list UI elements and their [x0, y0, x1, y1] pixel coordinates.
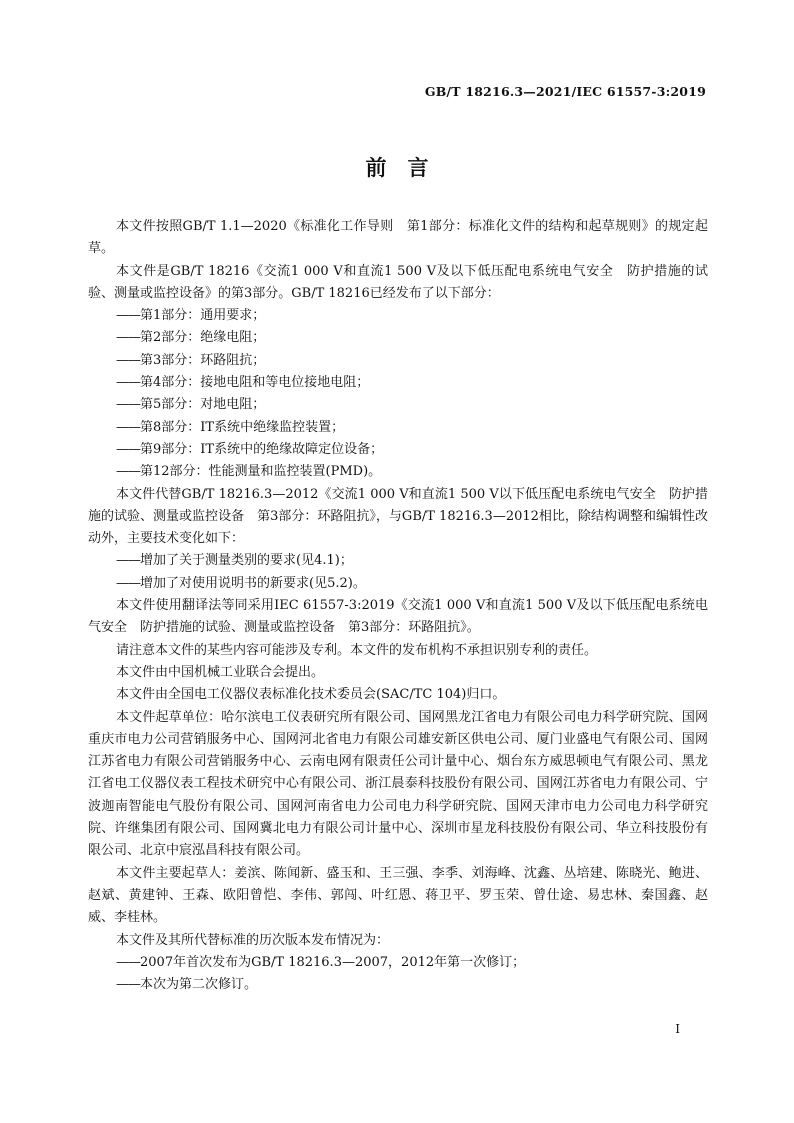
- paragraph-committee: 本文件由全国电工仪器仪表标准化技术委员会(SAC/TC 104)归口。: [116, 687, 506, 703]
- list-item: ——第1部分：通用要求；: [116, 308, 266, 324]
- list-item: ——第5部分：对地电阻；: [116, 397, 266, 413]
- paragraph-patent-notice: 请注意本文件的某些内容可能涉及专利。本文件的发布机构不承担识别专利的责任。: [116, 642, 598, 658]
- standard-number-header: GB/T 18216.3—2021/IEC 61557-3:2019: [424, 84, 706, 99]
- paragraph-proposer: 本文件由中国机械工业联合会提出。: [116, 664, 325, 680]
- history-list: [88, 952, 708, 997]
- document-body: [88, 216, 708, 996]
- list-item: ——本次为第二次修订。: [116, 977, 258, 993]
- paragraph-drafters: 本文件主要起草人：姜滨、陈闻新、盛玉和、王三强、李季、刘海峰、沈鑫、丛培建、陈晓光、鲍进、赵斌、黄建钟、王森、欧阳曾恺、李伟、郭闯、叶红恩、蒋卫平、罗玉荣、曾仕途、易忠林、秦国鑫、赵威、李桂林。: [88, 865, 708, 926]
- parts-list: [88, 305, 708, 483]
- paragraph-drafting-rules: 本文件按照GB/T 1.1—2020《标准化工作导则 第1部分：标准化文件的结构和起草规则》的规定起草。: [88, 219, 708, 257]
- paragraph-history-intro: 本文件及其所代替标准的历次版本发布情况为：: [116, 932, 390, 948]
- list-item: ——第12部分：性能测量和监控装置(PMD)。: [116, 464, 382, 480]
- list-item: ——第2部分：绝缘电阻；: [116, 330, 266, 346]
- paragraph-adoption: 本文件使用翻译法等同采用IEC 61557-3:2019《交流1 000 V和直流1 500 V及以下低压配电系统电气安全 防护措施的试验、测量或监控设备 第3部分：环路阻抗》。: [88, 598, 708, 636]
- list-item: ——2007年首次发布为GB/T 18216.3—2007，2012年第一次修订；: [116, 954, 526, 970]
- list-item: ——第4部分：接地电阻和等电位接地电阻；: [116, 375, 370, 391]
- page-number: I: [675, 1022, 680, 1036]
- list-item: ——第8部分：IT系统中绝缘监控装置；: [116, 419, 345, 435]
- list-item: ——第3部分：环路阻抗；: [116, 352, 266, 368]
- list-item: ——增加了关于测量类别的要求(见4.1)；: [116, 553, 353, 569]
- changes-list: [88, 550, 708, 595]
- list-item: ——第9部分：IT系统中的绝缘故障定位设备；: [116, 441, 384, 457]
- list-item: ——增加了对使用说明书的新要求(见5.2)。: [116, 575, 366, 591]
- paragraph-drafting-units: 本文件起草单位：哈尔滨电工仪表研究所有限公司、国网黑龙江省电力有限公司电力科学研究院、国网重庆市电力公司营销服务中心、国网河北省电力有限公司雄安新区供电公司、厦门业盛电气有限公司、国网江苏省电力有限公司营销服务中心、云南电网有限责任公司计量中心、烟台东方威思顿电气有限公司、黑龙江省电工仪器仪表工程技术研究中心有限公司、浙江晨泰科技股份有限公司、国网江苏省电力有限公司、宁波迦南智能电气股份有限公司、国网河南省电力公司电力科学研究院、国网天津市电力公司电力科学研究院、许继集团有限公司、国网冀北电力有限公司计量中心、深圳市星龙科技股份有限公司、华立科技股份有限公司、北京中宸泓昌科技有限公司。: [88, 709, 708, 859]
- paragraph-series-intro: 本文件是GB/T 18216《交流1 000 V和直流1 500 V及以下低压配电系统电气安全 防护措施的试验、测量或监控设备》的第3部分。GB/T 18216已经发布了以下部分：: [88, 263, 708, 301]
- paragraph-replacement: 本文件代替GB/T 18216.3—2012《交流1 000 V和直流1 500 V以下低压配电系统电气安全 防护措施的试验、测量或监控设备 第3部分：环路阻抗》，与GB/T 18216.3—2012相比，除结构调整和编辑性改动外，主要技术变化如下：: [88, 486, 708, 547]
- page-title: 前 言: [365, 156, 429, 180]
